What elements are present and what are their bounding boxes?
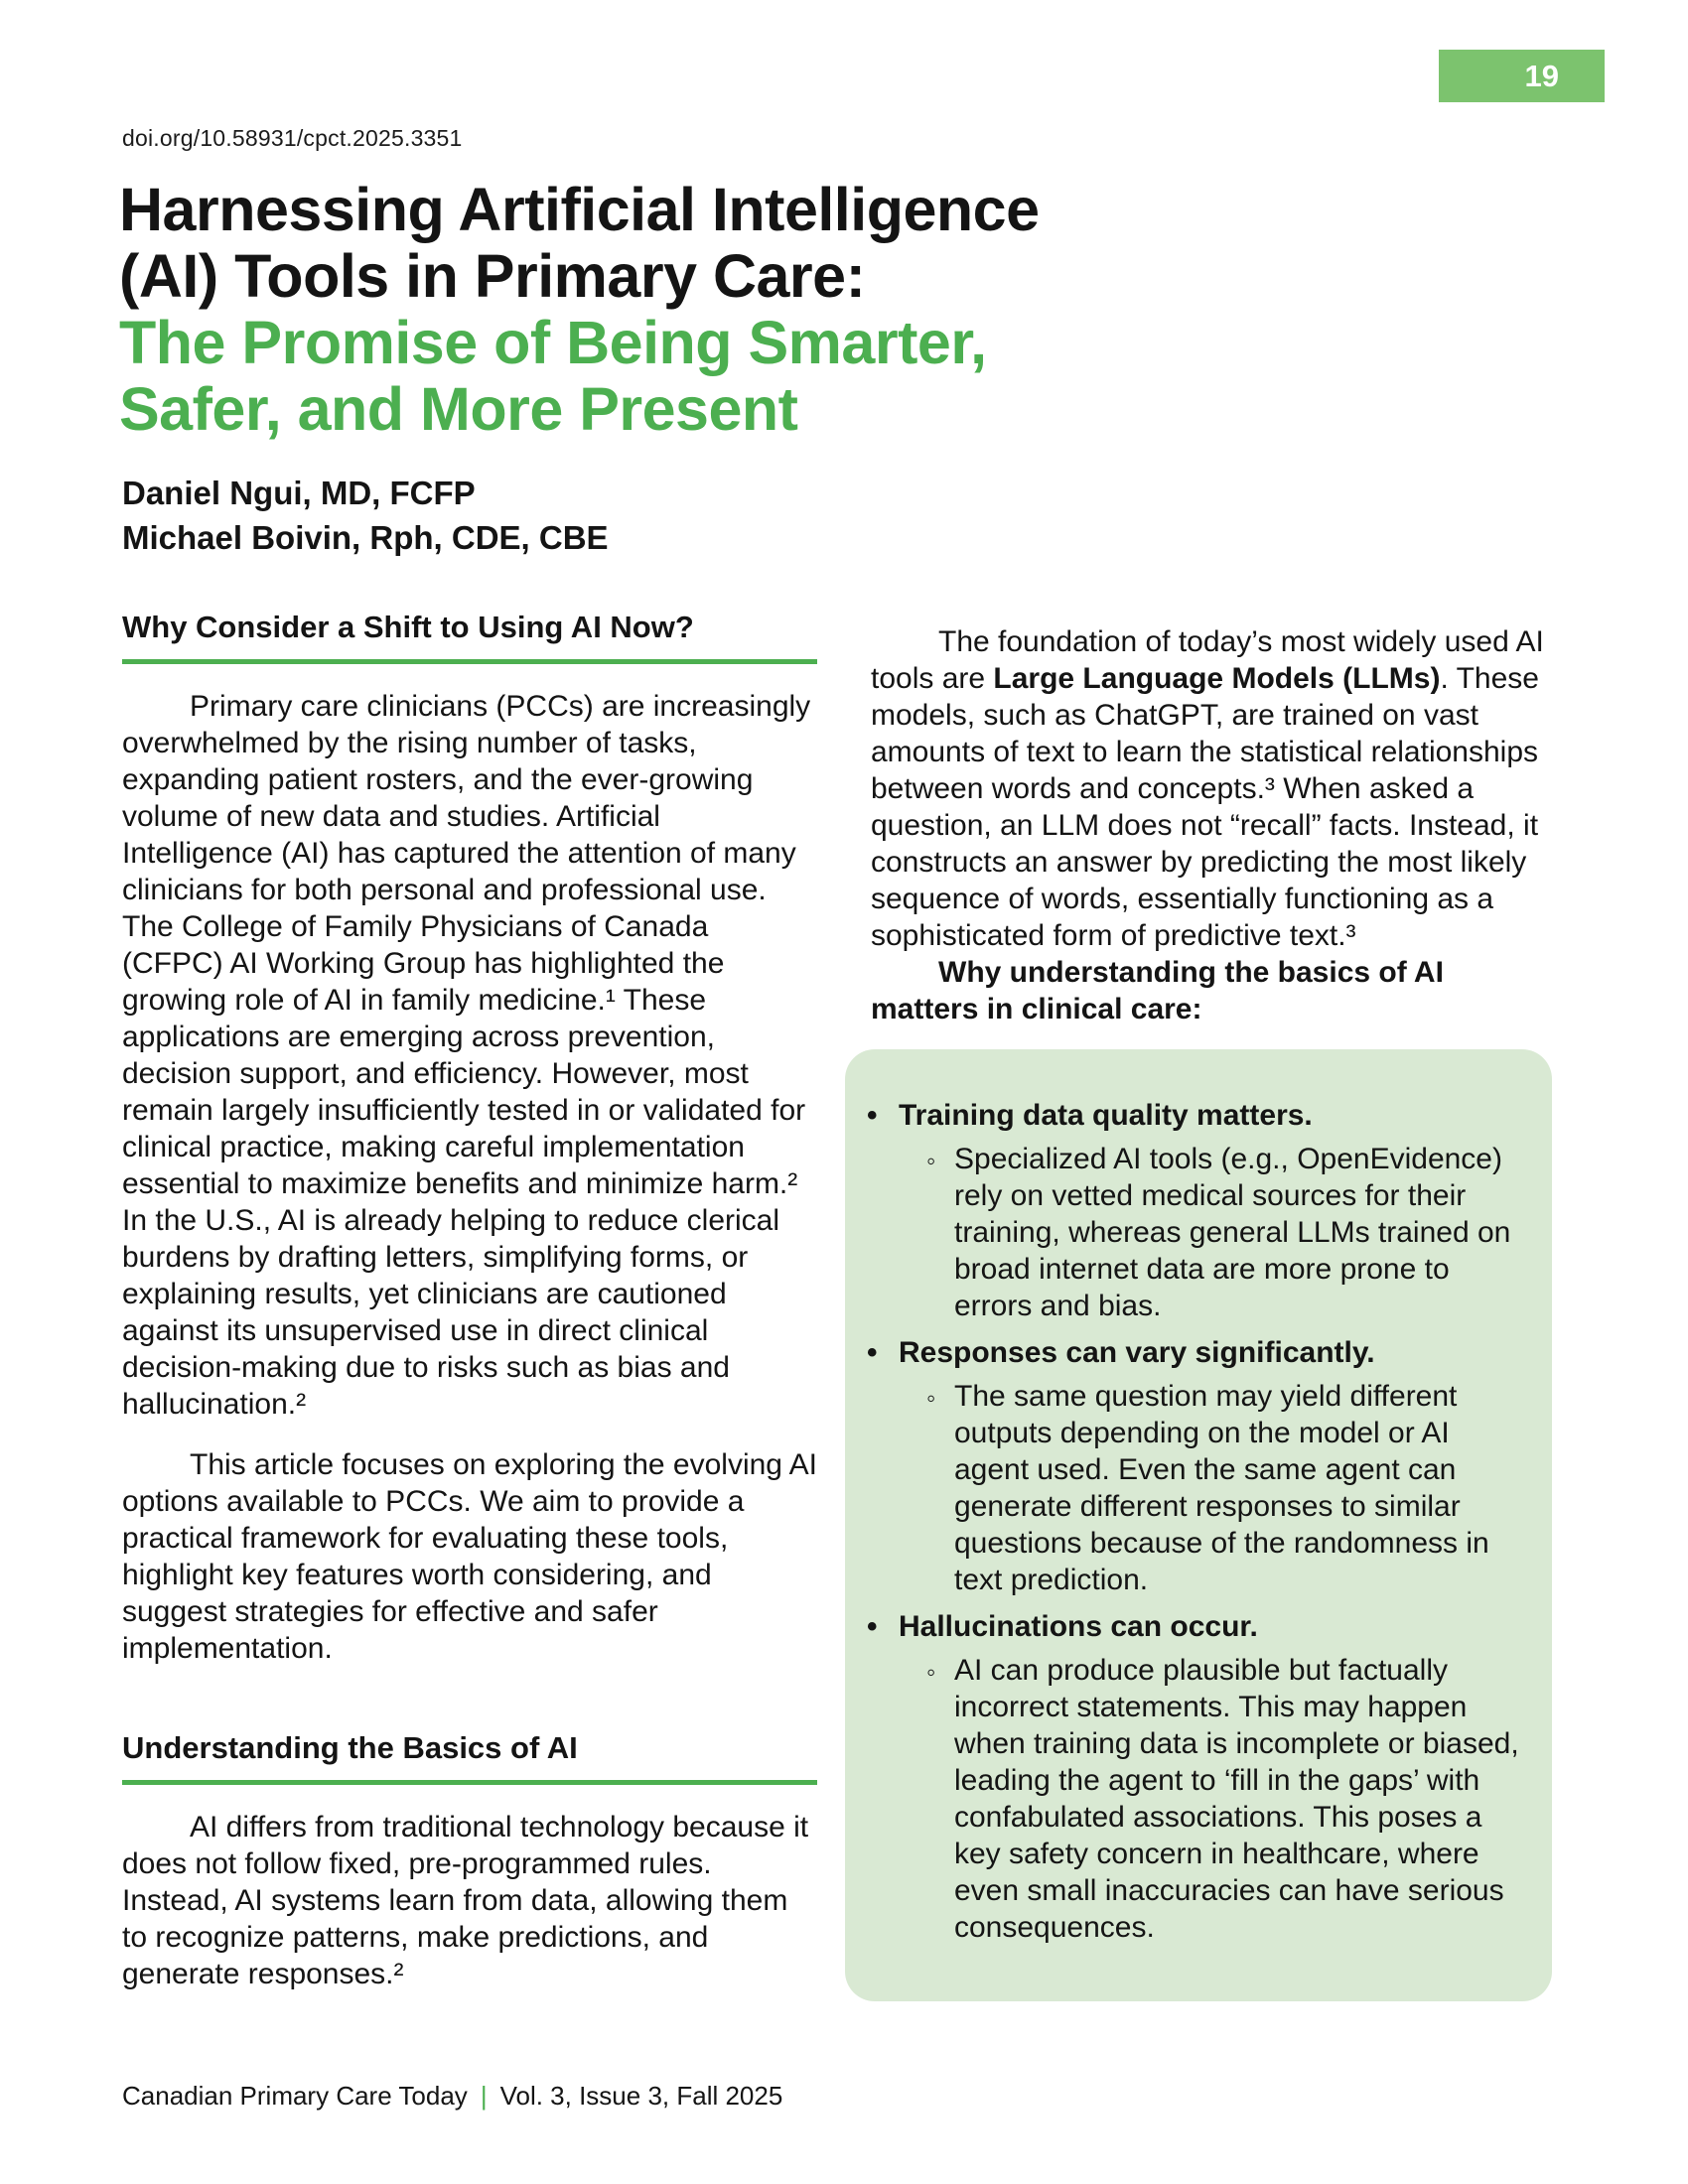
footer-separator: | (480, 2081, 488, 2111)
section-heading-basics-of-ai: Understanding the Basics of AI (122, 1726, 817, 1785)
bullet-icon: • (867, 1610, 878, 1643)
author-block (122, 471, 609, 560)
bullet-label: Hallucinations can occur. (899, 1610, 1258, 1643)
page-number: 19 (1524, 58, 1559, 93)
sub-bullet-icon: ◦ (926, 1146, 936, 1175)
paragraph-text: The foundation of today’s most widely used AI tools are (871, 625, 1544, 695)
journal-name: Canadian Primary Care Today (122, 2081, 468, 2111)
author-line-2: Michael Boivin, Rph, CDE, CBE (122, 519, 609, 556)
body-paragraph: This article focuses on exploring the evolving AI options available to PCCs. We aim to provide a practical framework for evaluating these tools, highlight key features worth considering, and suggest strategies for effective and safer implementation. (122, 1448, 818, 1665)
sub-bullet-icon: ◦ (926, 1383, 936, 1413)
sub-bullet-item (926, 1141, 1522, 1324)
sub-bullet-icon: ◦ (926, 1657, 936, 1687)
green-callout-box (845, 1049, 1552, 2001)
subtitle-line-2: Safer, and More Present (119, 375, 798, 443)
body-paragraph (871, 623, 1550, 954)
section-heading-why-shift: Why Consider a Shift to Using AI Now? (122, 606, 817, 664)
title-line-2: (AI) Tools in Primary Care: (119, 242, 866, 310)
bullet-icon: • (867, 1336, 878, 1369)
left-column (122, 606, 817, 2001)
subtitle-line-1: The Promise of Being Smarter, (119, 309, 987, 376)
doi-text: doi.org/10.58931/cpct.2025.3351 (122, 125, 463, 151)
right-column (867, 606, 1566, 2001)
bullet-item (865, 1334, 1522, 1598)
sub-bullet-text: The same question may yield different outputs depending on the model or AI agent used. Even the same agent can generate different responses to similar questions because of the randomness in text prediction. (954, 1380, 1489, 1596)
article-title (119, 177, 1589, 443)
bullet-label: Training data quality matters. (899, 1099, 1313, 1132)
llm-bold-term: Large Language Models (LLMs) (993, 662, 1441, 695)
two-column-layout (122, 606, 1566, 2001)
bullet-label: Responses can vary significantly. (899, 1336, 1375, 1369)
sub-bullet-item (926, 1652, 1522, 1946)
paragraph-text: . These models, such as ChatGPT, are trained on vast amounts of text to learn the statistical relationships between words and concepts.³ When asked a question, an LLM does not “recall” facts. Instead, it constructs an answer by predicting the most likely sequence of words, essentially functioning as a sophisticated form of predictive text.³ (871, 662, 1539, 952)
page-footer (122, 2081, 782, 2112)
bullet-icon: • (867, 1099, 878, 1132)
author-line-1: Daniel Ngui, MD, FCFP (122, 475, 476, 511)
body-paragraph: Primary care clinicians (PCCs) are increasingly overwhelmed by the rising number of tasks, expanding patient rosters, and the ever-growing volume of new data and studies. Artificial Intelligence (AI) has captured the attention of many clinicians for both personal and professional use. The College of Family Physicians of Canada (CFPC) AI Working Group has highlighted the growing role of AI in family medicine.¹ These applications are emerging across prevention, decision support, and efficiency. However, most remain largely insufficiently tested in or validated for clinical practice, making careful implementation essential to maximize benefits and minimize harm.² In the U.S., AI is already helping to reduce clerical burdens by drafting letters, simplifying forms, or explaining results, yet clinicians are cautioned against its unsupervised use in direct clinical decision-making due to risks such as bias and hallucination.² (122, 690, 811, 1421)
sub-bullet-text: AI can produce plausible but factually incorrect statements. This may happen when training data is incomplete or biased, leading the agent to ‘fill in the gaps’ with confabulated associations. This poses a key safety concern in healthcare, where even small inaccuracies can have serious consequences. (954, 1654, 1519, 1944)
bullet-item (865, 1097, 1522, 1324)
bullet-item (865, 1608, 1522, 1946)
bold-lead-in-paragraph: Why understanding the basics of AI matters in clinical care: (871, 956, 1444, 1025)
title-line-1: Harnessing Artificial Intelligence (119, 176, 1040, 243)
sub-bullet-text: Specialized AI tools (e.g., OpenEvidence) rely on vetted medical sources for their training, whereas general LLMs trained on broad internet data are more prone to errors and bias. (954, 1143, 1511, 1322)
issue-info: Vol. 3, Issue 3, Fall 2025 (499, 2081, 783, 2111)
sub-bullet-item (926, 1378, 1522, 1598)
body-paragraph: AI differs from traditional technology because it does not follow fixed, pre-programmed rules. Instead, AI systems learn from data, allowing them to recognize patterns, make predictions, and generate responses.² (122, 1811, 809, 1990)
page-number-badge (1439, 50, 1605, 102)
